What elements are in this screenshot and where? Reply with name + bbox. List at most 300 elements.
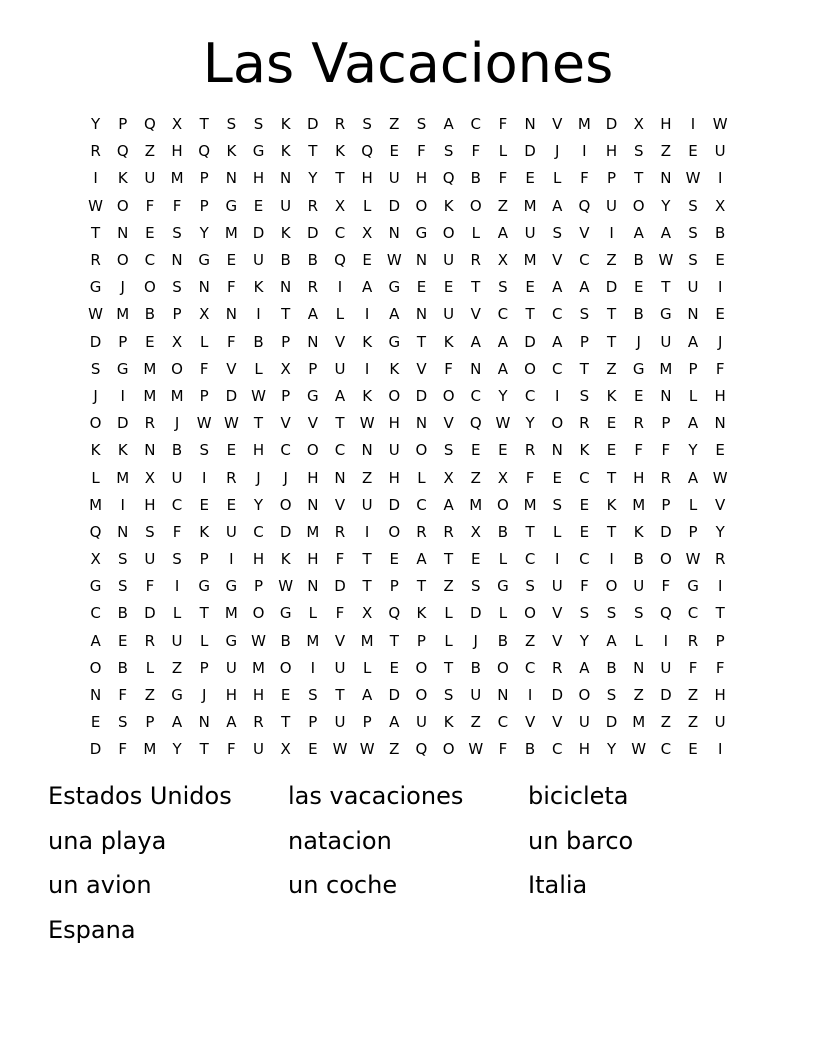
grid-letter: E <box>145 332 155 351</box>
grid-letter: U <box>144 169 156 188</box>
grid-letter: I <box>527 686 533 705</box>
grid-letter: A <box>226 713 237 732</box>
grid-letter: Z <box>389 740 400 759</box>
grid-letter: S <box>633 142 644 161</box>
grid-letter: G <box>89 278 102 297</box>
grid-letter: L <box>634 631 643 650</box>
grid-letter: U <box>388 441 400 460</box>
grid-letter: N <box>198 713 210 732</box>
grid-letter: V <box>579 223 590 242</box>
grid-letter: L <box>91 468 100 487</box>
grid-letter: S <box>552 223 562 242</box>
grid-letter: H <box>252 169 265 188</box>
grid-letter: U <box>334 359 346 378</box>
grid-letter: P <box>308 359 318 378</box>
grid-letter: R <box>579 414 590 433</box>
word-item: un coche <box>288 871 398 899</box>
grid-letter: O <box>497 658 509 677</box>
grid-letter: G <box>307 386 319 405</box>
grid-letter: R <box>687 631 699 650</box>
grid-letter: E <box>688 142 698 161</box>
grid-letter: Z <box>633 686 644 705</box>
grid-letter: S <box>443 441 454 460</box>
grid-letter: R <box>660 468 672 487</box>
grid-letter: F <box>335 604 345 623</box>
grid-letter: N <box>660 169 672 188</box>
grid-letter: I <box>690 115 696 134</box>
grid-letter: E <box>226 495 237 514</box>
grid-letter: Y <box>579 631 589 650</box>
grid-letter: C <box>280 441 291 460</box>
grid-letter: V <box>307 414 318 433</box>
grid-letter: I <box>609 223 614 242</box>
grid-letter: H <box>144 495 156 514</box>
grid-letter: T <box>308 142 318 161</box>
grid-letter: M <box>89 495 103 514</box>
grid-letter: C <box>171 495 183 514</box>
grid-letter: D <box>279 522 292 541</box>
grid-letter: K <box>335 142 345 161</box>
grid-letter: Q <box>388 604 401 623</box>
grid-letter: A <box>687 414 699 433</box>
grid-letter: C <box>144 251 156 270</box>
grid-letter: U <box>687 278 699 297</box>
grid-letter: Y <box>199 223 209 242</box>
grid-letter: I <box>229 550 234 569</box>
grid-letter: G <box>279 604 292 623</box>
grid-letter: X <box>144 468 156 487</box>
grid-letter: Q <box>578 196 591 215</box>
grid-letter: W <box>332 740 348 759</box>
grid-letter: H <box>307 550 319 569</box>
grid-letter: S <box>199 441 209 460</box>
grid-letter: X <box>497 468 509 487</box>
grid-letter: M <box>523 495 537 514</box>
grid-letter: A <box>606 631 617 650</box>
grid-letter: M <box>252 658 265 677</box>
grid-letter: N <box>171 251 183 270</box>
grid-letter: U <box>660 658 672 677</box>
grid-letter: C <box>497 305 509 324</box>
grid-letter: L <box>498 142 508 161</box>
grid-letter: N <box>415 305 428 324</box>
grid-letter: U <box>524 223 536 242</box>
grid-letter: S <box>172 223 182 242</box>
grid-letter: P <box>308 713 318 732</box>
grid-letter: L <box>172 604 182 623</box>
grid-letter: P <box>715 631 725 650</box>
grid-letter: O <box>89 658 102 677</box>
grid-letter: F <box>498 169 508 188</box>
grid-letter: P <box>172 305 182 324</box>
grid-letter: B <box>606 658 617 677</box>
grid-letter: M <box>360 631 374 650</box>
grid-letter: Y <box>715 522 725 541</box>
grid-letter: B <box>470 169 481 188</box>
page-title: Las Vacaciones <box>202 32 614 95</box>
grid-letter: D <box>334 577 346 596</box>
grid-letter: K <box>633 522 644 541</box>
grid-letter: X <box>280 359 291 378</box>
grid-letter: M <box>523 251 537 270</box>
grid-letter: E <box>389 658 400 677</box>
grid-letter: A <box>416 550 427 569</box>
grid-letter: I <box>201 468 207 487</box>
grid-letter: V <box>715 495 726 514</box>
grid-letter: C <box>334 223 346 242</box>
grid-letter: O <box>388 386 401 405</box>
grid-letter: X <box>280 740 291 759</box>
grid-letter: M <box>116 468 130 487</box>
grid-letter: F <box>715 359 725 378</box>
grid-letter: O <box>89 414 102 433</box>
grid-letter: G <box>198 251 211 270</box>
grid-letter: H <box>361 169 373 188</box>
grid-letter: G <box>388 332 401 351</box>
grid-letter: F <box>118 740 128 759</box>
grid-letter: O <box>279 658 292 677</box>
grid-letter: W <box>251 631 266 650</box>
grid-letter: G <box>171 686 183 705</box>
grid-letter: Q <box>442 169 455 188</box>
grid-letter: S <box>90 359 101 378</box>
grid-letter: E <box>471 441 481 460</box>
grid-letter: K <box>389 359 400 378</box>
grid-letter: W <box>631 740 647 759</box>
grid-letter: Z <box>497 196 509 215</box>
grid-letter: B <box>715 223 726 242</box>
grid-letter: N <box>307 495 319 514</box>
grid-letter: Z <box>144 686 156 705</box>
grid-letter: D <box>116 414 129 433</box>
grid-letter: S <box>117 550 128 569</box>
grid-letter: D <box>144 604 156 623</box>
grid-letter: F <box>661 577 671 596</box>
grid-row <box>82 220 734 247</box>
grid-letter: E <box>579 522 590 541</box>
grid-letter: L <box>254 359 263 378</box>
grid-letter: G <box>225 196 238 215</box>
grid-letter: B <box>497 631 509 650</box>
grid-letter: U <box>225 658 237 677</box>
grid-letter: F <box>580 577 589 596</box>
grid-letter: E <box>416 278 427 297</box>
grid-letter: R <box>334 522 346 541</box>
grid-letter: W <box>88 305 103 324</box>
grid-letter: H <box>171 142 183 161</box>
grid-letter: K <box>280 550 291 569</box>
grid-letter: P <box>661 414 671 433</box>
grid-letter: I <box>256 305 261 324</box>
grid-letter: T <box>362 577 372 596</box>
grid-letter: S <box>579 604 590 623</box>
grid-letter: H <box>388 468 400 487</box>
grid-letter: E <box>525 169 535 188</box>
grid-row <box>82 274 734 301</box>
grid-letter: L <box>444 631 453 650</box>
grid-letter: G <box>89 577 102 596</box>
grid-letter: I <box>364 359 370 378</box>
grid-row <box>82 682 734 709</box>
grid-row <box>82 383 734 410</box>
grid-letter: O <box>605 577 618 596</box>
grid-letter: N <box>524 115 536 134</box>
grid-letter: R <box>90 142 101 161</box>
grid-letter: N <box>633 658 645 677</box>
grid-letter: T <box>444 658 454 677</box>
grid-letter: H <box>388 414 400 433</box>
grid-letter: N <box>89 686 102 705</box>
grid-letter: T <box>389 631 399 650</box>
grid-letter: P <box>118 332 128 351</box>
word-item: bicicleta <box>528 782 629 810</box>
grid-letter: A <box>362 686 373 705</box>
grid-letter: A <box>443 115 454 134</box>
grid-letter: D <box>307 115 319 134</box>
grid-letter: Z <box>687 713 699 732</box>
grid-letter: V <box>334 495 346 514</box>
grid-letter: O <box>252 604 265 623</box>
grid-letter: M <box>143 740 157 759</box>
grid-letter: R <box>334 115 346 134</box>
grid-letter: F <box>498 740 508 759</box>
grid-letter: P <box>199 196 209 215</box>
grid-letter: C <box>524 658 536 677</box>
grid-letter: S <box>606 686 617 705</box>
grid-letter: M <box>143 359 157 378</box>
grid-letter: L <box>688 386 698 405</box>
grid-letter: I <box>174 577 180 596</box>
grid-letter: N <box>307 332 319 351</box>
grid-letter: Z <box>389 115 400 134</box>
grid-letter: T <box>715 604 725 623</box>
grid-letter: Q <box>361 142 374 161</box>
grid-letter: C <box>687 604 699 623</box>
grid-letter: T <box>444 550 454 569</box>
grid-letter: P <box>199 550 209 569</box>
grid-letter: O <box>171 359 183 378</box>
grid-letter: O <box>469 196 482 215</box>
grid-letter: M <box>632 495 646 514</box>
grid-letter: N <box>687 305 699 324</box>
grid-letter: F <box>227 740 236 759</box>
grid-letter: M <box>469 495 483 514</box>
grid-letter: J <box>201 686 207 705</box>
grid-letter: P <box>416 631 426 650</box>
grid-letter: Q <box>143 115 156 134</box>
grid-letter: N <box>198 278 210 297</box>
grid-letter: D <box>551 686 564 705</box>
grid-letter: Z <box>362 468 373 487</box>
grid-letter: T <box>199 604 209 623</box>
grid-letter: V <box>552 251 563 270</box>
grid-letter: Q <box>89 522 102 541</box>
grid-letter: N <box>117 522 129 541</box>
grid-letter: N <box>280 169 292 188</box>
grid-letter: S <box>443 142 454 161</box>
grid-letter: E <box>145 223 155 242</box>
word-list <box>48 776 768 954</box>
grid-letter: Y <box>661 196 671 215</box>
grid-letter: N <box>225 305 237 324</box>
grid-letter: L <box>444 604 453 623</box>
grid-row <box>82 600 734 627</box>
grid-letter: A <box>552 196 563 215</box>
word-item: natacion <box>288 826 392 855</box>
grid-letter: R <box>307 196 319 215</box>
grid-letter: L <box>145 658 155 677</box>
grid-letter: Y <box>308 169 318 188</box>
grid-letter: D <box>89 332 102 351</box>
grid-letter: A <box>171 713 183 732</box>
grid-letter: I <box>555 386 560 405</box>
grid-letter: U <box>171 468 183 487</box>
grid-letter: T <box>199 740 209 759</box>
grid-letter: C <box>524 550 536 569</box>
grid-letter: D <box>225 386 238 405</box>
grid-letter: X <box>633 115 644 134</box>
grid-letter: Y <box>253 495 264 514</box>
grid-letter: E <box>525 278 535 297</box>
grid-letter: C <box>551 740 563 759</box>
grid-row <box>82 193 734 220</box>
grid-letter: I <box>717 740 723 759</box>
grid-letter: I <box>582 142 587 161</box>
grid-row <box>82 655 734 682</box>
grid-letter: V <box>470 305 481 324</box>
grid-letter: U <box>253 740 264 759</box>
grid-letter: P <box>661 495 671 514</box>
grid-letter: M <box>116 305 130 324</box>
grid-letter: C <box>551 359 563 378</box>
grid-letter: S <box>471 577 481 596</box>
grid-letter: G <box>116 359 129 378</box>
grid-letter: V <box>552 713 563 732</box>
grid-letter: D <box>388 495 401 514</box>
grid-letter: U <box>334 658 346 677</box>
grid-letter: L <box>471 223 480 242</box>
grid-letter: U <box>415 713 427 732</box>
grid-letter: K <box>226 142 237 161</box>
grid-letter: W <box>712 468 728 487</box>
grid-letter: V <box>416 359 427 378</box>
grid-letter: X <box>171 332 183 351</box>
grid-letter: K <box>280 115 291 134</box>
grid-letter: O <box>116 196 129 215</box>
grid-letter: T <box>416 332 427 351</box>
grid-letter: O <box>116 251 129 270</box>
grid-letter: D <box>660 522 672 541</box>
grid-letter: V <box>524 713 536 732</box>
grid-letter: R <box>307 278 319 297</box>
word-search-grid <box>82 111 734 764</box>
grid-letter: G <box>497 577 509 596</box>
grid-letter: K <box>199 522 210 541</box>
grid-letter: M <box>224 604 238 623</box>
grid-letter: T <box>199 115 209 134</box>
grid-letter: P <box>688 359 698 378</box>
grid-letter: D <box>415 386 428 405</box>
grid-letter: S <box>253 115 264 134</box>
grid-letter: I <box>663 631 669 650</box>
grid-letter: B <box>307 251 318 270</box>
grid-letter: A <box>90 631 101 650</box>
grid-letter: D <box>252 223 265 242</box>
grid-letter: C <box>416 495 427 514</box>
grid-letter: E <box>606 441 617 460</box>
grid-letter: P <box>199 169 209 188</box>
grid-letter: U <box>388 169 400 188</box>
grid-row <box>82 301 734 328</box>
grid-letter: D <box>524 142 536 161</box>
grid-letter: M <box>170 169 184 188</box>
grid-letter: M <box>659 359 673 378</box>
grid-letter: T <box>634 169 644 188</box>
grid-letter: T <box>471 278 481 297</box>
grid-letter: E <box>715 251 725 270</box>
grid-letter: O <box>415 686 428 705</box>
grid-letter: H <box>252 686 265 705</box>
grid-letter: B <box>524 740 536 759</box>
grid-letter: U <box>633 577 645 596</box>
word-item: un avion <box>48 871 152 899</box>
grid-letter: Z <box>144 142 156 161</box>
grid-letter: I <box>120 386 125 405</box>
grid-letter: O <box>415 441 428 460</box>
grid-letter: Z <box>524 631 536 650</box>
grid-letter: G <box>687 577 699 596</box>
grid-letter: D <box>524 332 536 351</box>
grid-letter: O <box>632 196 645 215</box>
grid-letter: U <box>334 713 346 732</box>
grid-row <box>82 628 734 655</box>
grid-letter: T <box>579 359 589 378</box>
grid-letter: M <box>632 713 646 732</box>
grid-letter: W <box>359 740 375 759</box>
grid-letter: N <box>361 441 373 460</box>
grid-row <box>82 247 734 274</box>
grid-letter: O <box>524 604 536 623</box>
grid-letter: O <box>388 522 401 541</box>
grid-letter: L <box>200 332 209 351</box>
grid-letter: V <box>552 604 563 623</box>
grid-letter: O <box>415 196 428 215</box>
grid-letter: E <box>199 495 209 514</box>
grid-letter: N <box>388 223 400 242</box>
grid-letter: C <box>90 604 101 623</box>
grid-row <box>82 165 734 192</box>
grid-letter: W <box>88 196 103 215</box>
grid-letter: A <box>497 223 509 242</box>
grid-letter: Z <box>470 713 481 732</box>
grid-letter: Y <box>172 740 182 759</box>
grid-letter: J <box>120 278 125 297</box>
grid-letter: I <box>337 278 343 297</box>
grid-letter: K <box>443 332 454 351</box>
grid-letter: E <box>443 278 454 297</box>
grid-letter: W <box>196 414 212 433</box>
grid-letter: M <box>224 223 238 242</box>
grid-letter: S <box>172 278 182 297</box>
grid-letter: W <box>386 251 402 270</box>
grid-letter: E <box>633 386 644 405</box>
grid-letter: W <box>278 577 294 596</box>
grid-letter: Z <box>687 686 699 705</box>
grid-letter: T <box>335 169 345 188</box>
grid-letter: K <box>443 196 454 215</box>
grid-letter: B <box>470 658 481 677</box>
grid-letter: Y <box>90 115 101 134</box>
